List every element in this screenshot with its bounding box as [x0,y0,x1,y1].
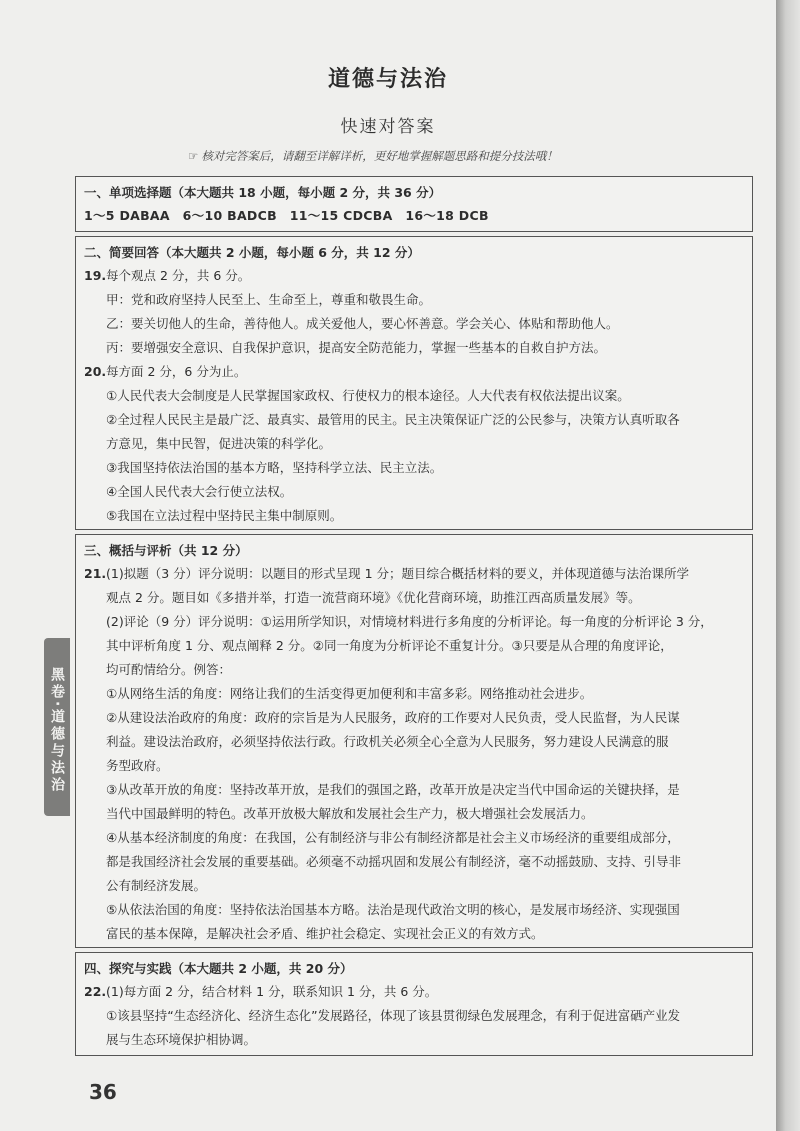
section-multiple-choice [75,176,753,232]
q20-line: ③我国坚持依法治国的基本方略，坚持科学立法、民主立法。 [106,460,443,475]
q21-line: ②从建设法治政府的角度：政府的宗旨是为人民服务，政府的工作要对人民负责，受人民监督，为人民谋 [106,710,680,725]
q22-line: ①该县坚持“生态经济化、经济生态化”发展路径，体现了该县贯彻绿色发展理念，有利于促进富硒产业发 [106,1008,681,1023]
q21-line: (1)拟题（3 分）评分说明：以题目的形式呈现 1 分；题目综合概括材料的要义，并体现道德与法治课所学 [106,566,690,581]
page-title: 道德与法治 [327,67,448,92]
side-tab-label: 黑卷·道德与法治 [44,638,70,816]
q21-line: ①从网络生活的角度：网络让我们的生活变得更加便利和丰富多彩。网络推动社会进步。 [106,686,593,701]
q22-line: 展与生态环境保护相协调。 [106,1032,257,1047]
q21-line: 观点 2 分。题目如《多措并举，打造一流营商环境》《优化营商环境，助推江西高质量发展》等。 [106,590,641,605]
q21-line: ④从基本经济制度的角度：在我国，公有制经济与非公有制经济都是社会主义市场经济的重要组成部分， [106,830,680,845]
q19-line: 每个观点 2 分，共 6 分。 [106,268,251,283]
q20-line: ⑤我国在立法过程中坚持民主集中制原则。 [106,508,343,523]
page-number: 36 [89,1080,117,1104]
hint-label: 核对完答案后，请翻至详解详析，更好地掌握解题思路和提分技法哦！ [201,149,558,163]
section3-heading: 三、概括与评析（共 12 分） [84,543,248,558]
q21-line: 富民的基本保障，是解决社会矛盾、维护社会稳定、实现社会正义的有效方式。 [106,926,544,941]
q22-line: (1)每方面 2 分，结合材料 1 分，联系知识 1 分，共 6 分。 [106,984,438,999]
q19-line: 甲：党和政府坚持人民至上、生命至上，尊重和敬畏生命。 [106,292,432,307]
section-summary-review [75,534,753,948]
q20-line: ④全国人民代表大会行使立法权。 [106,484,293,499]
q20-line: 每方面 2 分，6 分为止。 [106,364,247,379]
q21-line: 其中评析角度 1 分、观点阐释 2 分。②同一角度为分析评论不重复计分。③只要是从合理的角度评论， [106,638,673,653]
section1-heading: 一、单项选择题（本大题共 18 小题，每小题 2 分，共 36 分） [84,185,442,200]
q20-line: 方意见，集中民智，促进决策的科学化。 [106,436,332,451]
pointing-hand-icon: ☞ [188,149,199,163]
question-21-number: 21. [84,566,107,581]
q21-line: 都是我国经济社会发展的重要基础。必须毫不动摇巩固和发展公有制经济，毫不动摇鼓励、支持、引导非 [106,854,682,869]
section-inquiry-practice [75,952,753,1056]
q20-line: ②全过程人民民主是最广泛、最真实、最管用的民主。民主决策保证广泛的公民参与，决策方认真听取各 [106,412,680,427]
q21-line: ⑤从依法治国的角度：坚持依法治国基本方略。法治是现代政治文明的核心，是发展市场经济、实现强国 [106,902,680,917]
section4-heading: 四、探究与实践（本大题共 2 小题，共 20 分） [84,961,353,976]
section-short-answer [75,236,753,530]
q19-line: 乙：要关切他人的生命，善待他人。成关爱他人，要心怀善意。学会关心、体贴和帮助他人。 [106,316,619,331]
section1-answers: 1～5 DABAA 6～10 BADCB 11～15 CDCBA 16～18 DCB [84,208,489,223]
q21-line: (2)评论（9 分）评分说明：①运用所学知识，对情境材料进行多角度的分析评论。每一角度的分析评论 3 分， [106,614,713,629]
question-20-number: 20. [84,364,107,379]
question-19-number: 19. [84,268,107,283]
q19-line: 丙：要增强安全意识、自我保护意识，提高安全防范能力，掌握一些基本的自救自护方法。 [106,340,607,355]
q21-line: 利益。建设法治政府，必须坚持依法行政。行政机关必须全心全意为人民服务，努力建设人民满意的服 [106,734,669,749]
section2-heading: 二、简要回答（本大题共 2 小题，每小题 6 分，共 12 分） [84,245,420,260]
hint-text [188,148,558,164]
page-subtitle: 快速对答案 [340,117,436,137]
q21-line: 务型政府。 [106,758,169,773]
q20-line: ①人民代表大会制度是人民掌握国家政权、行使权力的根本途径。人大代表有权依法提出议案。 [106,388,630,403]
q21-line: 当代中国最鲜明的特色。改革开放极大解放和发展社会生产力，极大增强社会发展活力。 [106,806,594,821]
q21-line: 公有制经济发展。 [106,878,207,893]
question-22-number: 22. [84,984,107,999]
book-spine-edge [776,0,800,1131]
q21-line: ③从改革开放的角度：坚持改革开放，是我们的强国之路，改革开放是决定当代中国命运的关键抉择，是 [106,782,680,797]
q21-line: 均可酌情给分。例答： [106,662,232,677]
